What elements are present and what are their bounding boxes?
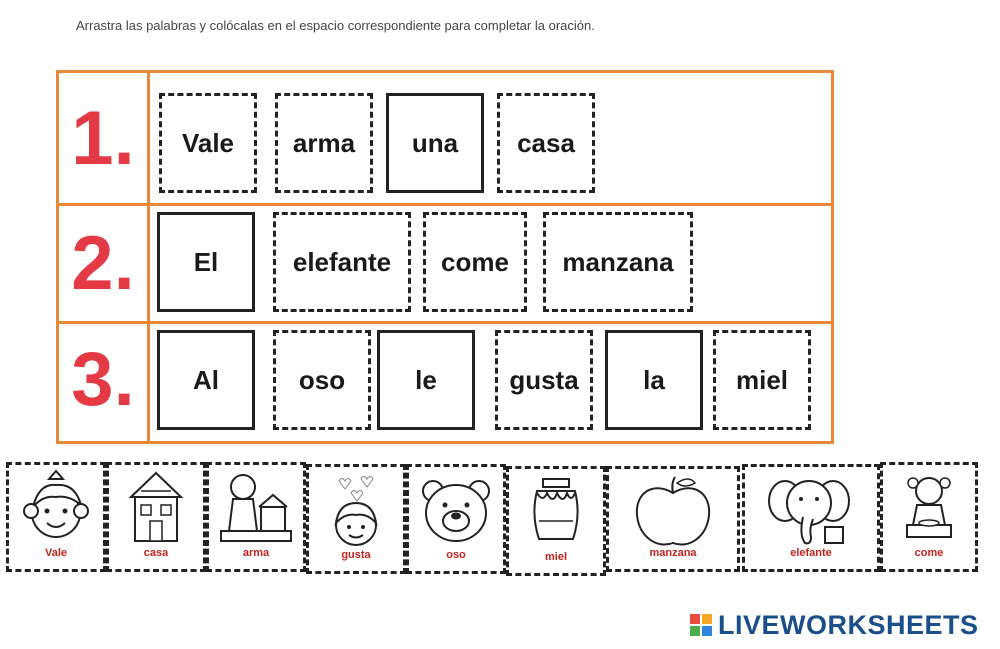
card-label: manzana (649, 547, 697, 559)
row-number-cell (59, 324, 150, 441)
row-number-cell (59, 73, 150, 203)
card-label: oso (446, 549, 466, 561)
logo-text: LIVEWORKSHEETS (718, 609, 979, 640)
sentence-row-2 (59, 206, 831, 324)
word-slot[interactable]: manzana (543, 212, 693, 312)
drag-card-oso[interactable] (406, 464, 506, 574)
sentence-row-3 (59, 324, 831, 441)
word-fixed: Al (157, 330, 255, 430)
drag-card-gusta[interactable] (306, 464, 406, 574)
card-label: come (914, 547, 944, 559)
word-slot[interactable]: arma (275, 93, 373, 193)
sentence-grid (56, 70, 834, 444)
logo-mark-icon (690, 614, 712, 636)
word-fixed: una (386, 93, 484, 193)
word-slot[interactable]: miel (713, 330, 811, 430)
liveworksheets-logo (690, 608, 979, 642)
word-slot[interactable]: oso (273, 330, 371, 430)
card-label: casa (143, 547, 169, 559)
word-fixed: le (377, 330, 475, 430)
word-slot[interactable]: come (423, 212, 527, 312)
drag-card-arma[interactable] (206, 462, 306, 572)
word-slot[interactable]: elefante (273, 212, 411, 312)
row-number: 2. (71, 221, 135, 306)
instructions: Arrastra las palabras y colócalas en el espacio correspondiente para completar la oración. (76, 18, 595, 33)
word-fixed: la (605, 330, 703, 430)
drag-card-miel[interactable] (506, 466, 606, 576)
word-slot[interactable]: Vale (159, 93, 257, 193)
drag-card-manzana[interactable] (606, 466, 740, 572)
word-slot[interactable]: gusta (495, 330, 593, 430)
card-label: gusta (341, 549, 371, 561)
drag-card-vale[interactable] (6, 462, 106, 572)
drag-card-come[interactable] (880, 462, 978, 572)
card-label: elefante (790, 547, 832, 559)
card-label: arma (242, 547, 270, 559)
drag-card-casa[interactable] (106, 462, 206, 572)
word-fixed: El (157, 212, 255, 312)
sentence-row-1 (59, 73, 831, 206)
row-number-cell (59, 206, 150, 321)
card-label: miel (544, 551, 567, 563)
card-label: Vale (44, 547, 68, 559)
row-number: 1. (71, 96, 135, 181)
drag-card-elefante[interactable] (742, 464, 880, 572)
word-slot[interactable]: casa (497, 93, 595, 193)
row-number: 3. (71, 337, 135, 422)
